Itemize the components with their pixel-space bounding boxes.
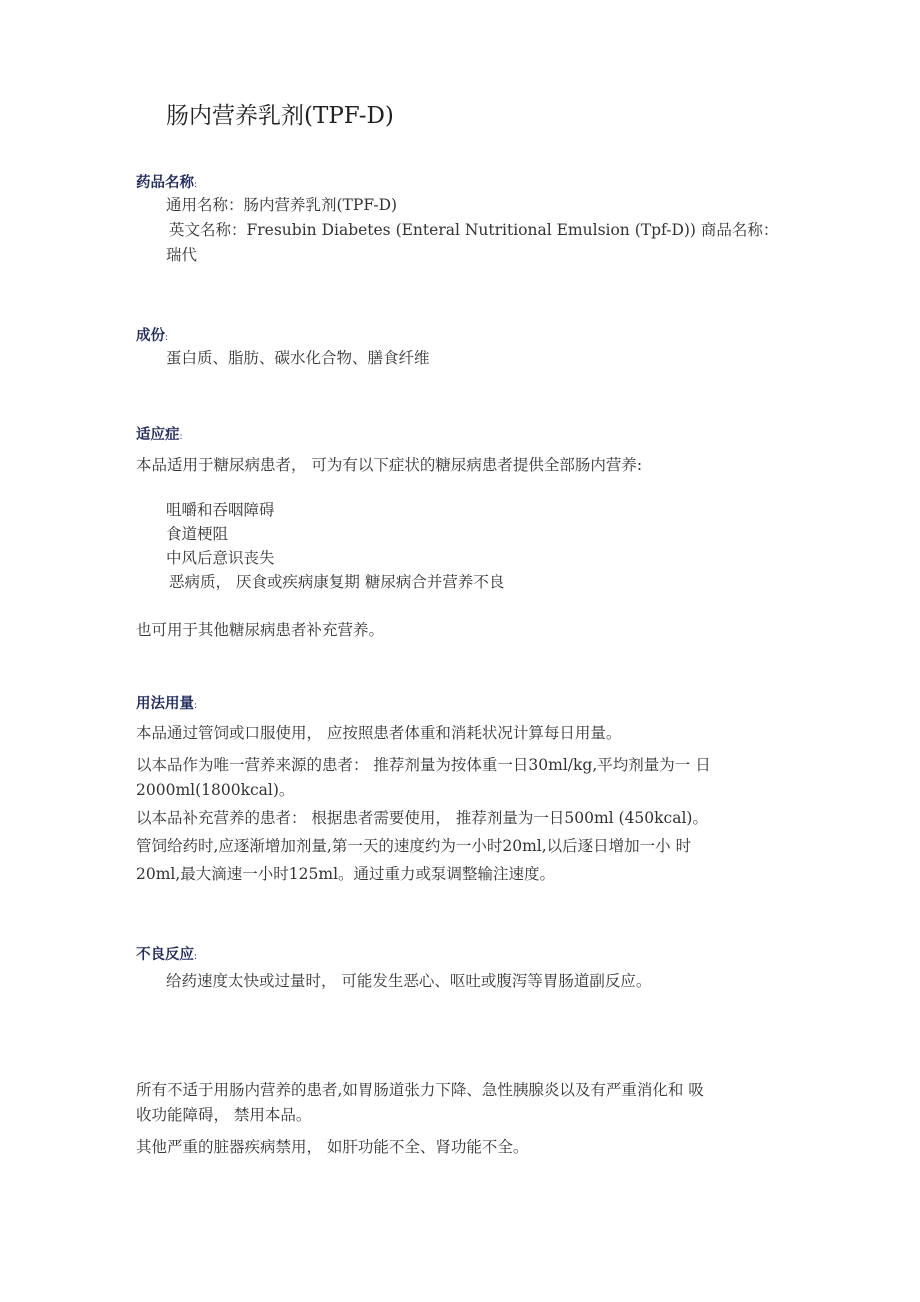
section-heading-adverse [136, 943, 197, 964]
indication-item: 中风后意识丧失 [166, 549, 275, 567]
heading-colon: : [179, 432, 183, 442]
heading-colon: : [194, 180, 198, 190]
dosage-line: 以本品作为唯一营养来源的患者： 推荐剂量为按体重一日30ml/kg,平均剂量为一 日 [136, 756, 711, 774]
trade-name-line: 瑞代 [166, 246, 198, 264]
contraindication-line: 所有不适于用肠内营养的患者,如胃肠道张力下降、急性胰腺炎以及有严重消化和 吸 [136, 1081, 704, 1099]
heading-text: 不良反应 [136, 947, 194, 963]
section-heading-indications [136, 423, 183, 444]
dosage-line: 20ml,最大滴速一小时125ml。通过重力或泵调整输注速度。 [136, 865, 556, 883]
dosage-line: 本品通过管饲或口服使用， 应按照患者体重和消耗状况计算每日用量。 [136, 724, 622, 742]
heading-colon: : [165, 333, 169, 343]
heading-colon: : [194, 701, 198, 711]
indication-item: 食道梗阻 [166, 525, 229, 543]
heading-text: 用法用量 [136, 696, 194, 712]
heading-text: 适应症 [136, 427, 180, 443]
section-heading-dosage [136, 692, 197, 713]
section-heading-ingredients [136, 324, 168, 345]
page-title: 肠内营养乳剂(TPF-D) [166, 103, 394, 129]
adverse-line: 给药速度太快或过量时， 可能发生恶心、呕吐或腹泻等胃肠道副反应。 [166, 972, 652, 990]
section-heading-name [136, 171, 197, 192]
heading-text: 药品名称 [136, 175, 194, 191]
indications-intro: 本品适用于糖尿病患者， 可为有以下症状的糖尿病患者提供全部肠内营养: [136, 456, 643, 474]
generic-name-line: 通用名称：肠内营养乳剂(TPF-D) [166, 196, 398, 214]
dosage-line: 2000ml(1800kcal)。 [136, 781, 295, 799]
indications-outro: 也可用于其他糖尿病患者补充营养。 [136, 621, 385, 639]
indication-item: 咀嚼和吞咽障碍 [166, 501, 275, 519]
ingredients-line: 蛋白质、脂肪、碳水化合物、膳食纤维 [166, 349, 430, 367]
heading-text: 成份 [136, 328, 165, 344]
indication-item: 恶病质， 厌食或疾病康复期 糖尿病合并营养不良 [169, 573, 505, 591]
dosage-line: 以本品补充营养的患者： 根据患者需要使用， 推荐剂量为一日500ml (450kcal)。 [136, 809, 708, 827]
english-name-line: 英文名称：Fresubin Diabetes (Enteral Nutritional Emulsion (Tpf-D)) 商品名称： [169, 221, 779, 239]
contraindication-line: 收功能障碍， 禁用本品。 [136, 1106, 312, 1124]
heading-colon: : [194, 952, 198, 962]
dosage-line: 管饲给药时,应逐渐增加剂量,第一天的速度约为一小时20ml,以后逐日增加一小 时 [136, 837, 692, 855]
contraindication-line: 其他严重的脏器疾病禁用， 如肝功能不全、肾功能不全。 [136, 1138, 529, 1156]
